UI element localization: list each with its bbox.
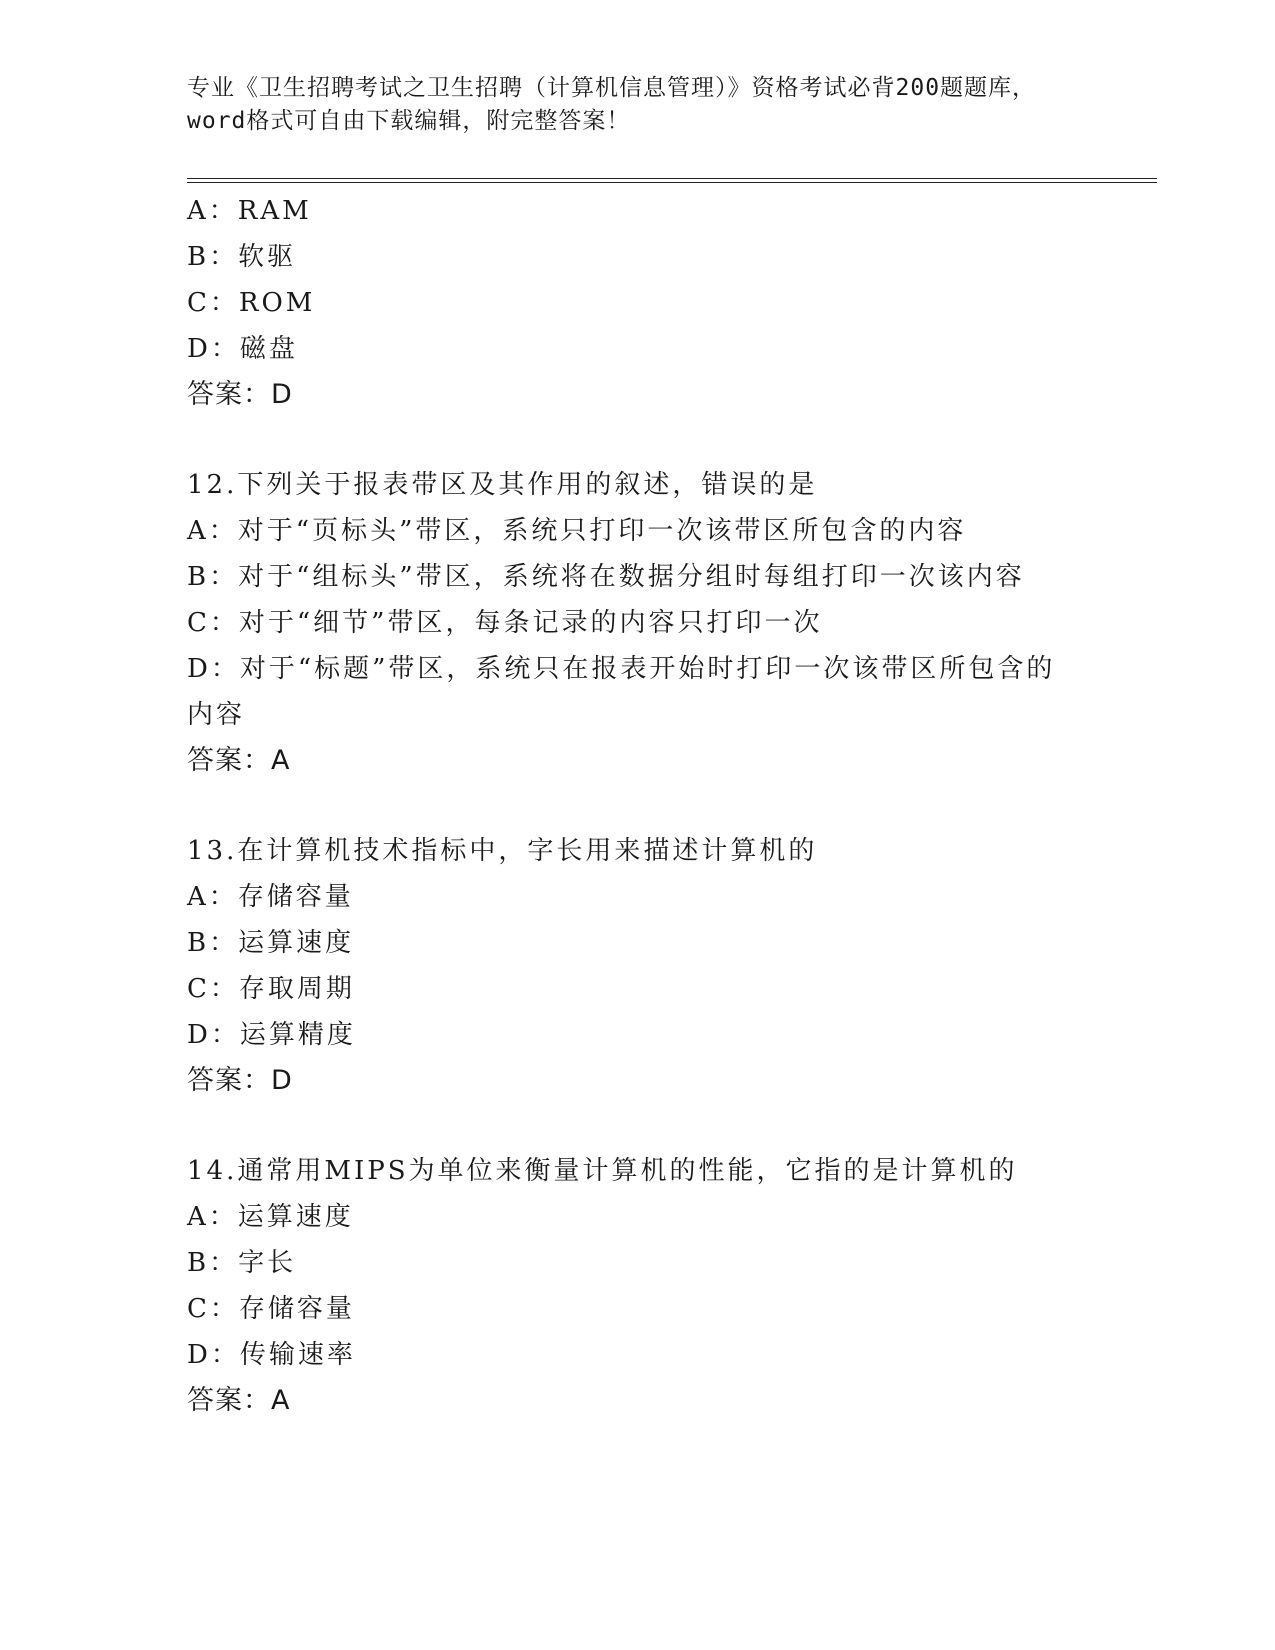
q12-option-a: A：对于“页标头”带区，系统只打印一次该带区所包含的内容 <box>187 516 967 546</box>
q11-option-a: A：RAM <box>187 196 312 226</box>
q14-option-c: C：存储容量 <box>187 1294 355 1324</box>
question-13-block <box>187 828 1087 1104</box>
q14-stem: 14.通常用MIPS为单位来衡量计算机的性能，它指的是计算机的 <box>187 1156 1018 1186</box>
q14-option-b: B：字长 <box>187 1248 297 1278</box>
q12-option-c: C：对于“细节”带区，每条记录的内容只打印一次 <box>187 608 823 638</box>
q13-option-c: C：存取周期 <box>187 974 355 1004</box>
q12-stem: 12.下列关于报表带区及其作用的叙述，错误的是 <box>187 470 818 500</box>
header-line-2: word格式可自由下载编辑，附完整答案！ <box>187 108 631 134</box>
q11-option-d: D：磁盘 <box>187 334 298 364</box>
q11-option-b: B：软驱 <box>187 242 297 272</box>
spacer <box>187 418 1087 462</box>
q13-answer: 答案：D <box>187 1065 293 1096</box>
q13-option-b: B：运算速度 <box>187 928 355 958</box>
header-divider <box>187 178 1157 183</box>
q13-option-a: A：存储容量 <box>187 882 354 912</box>
q12-option-d-line-2: 内容 <box>187 700 246 730</box>
q13-stem: 13.在计算机技术指标中，字长用来描述计算机的 <box>187 836 818 866</box>
header-line-1: 专业《卫生招聘考试之卫生招聘（计算机信息管理）》资格考试必背200题题库， <box>187 75 1037 101</box>
spacer <box>187 1104 1087 1148</box>
q13-option-d: D：运算精度 <box>187 1020 356 1050</box>
q12-answer: 答案：A <box>187 745 291 776</box>
spacer <box>187 784 1087 828</box>
question-12-block <box>187 462 1087 784</box>
q12-option-b: B：对于“组标头”带区，系统将在数据分组时每组打印一次该内容 <box>187 562 1025 592</box>
question-14-block <box>187 1148 1087 1424</box>
q14-answer: 答案：A <box>187 1385 291 1416</box>
q11-option-c: C：ROM <box>187 288 316 318</box>
document-header <box>187 72 1087 138</box>
question-11-block <box>187 188 1087 418</box>
q14-option-d: D：传输速率 <box>187 1340 356 1370</box>
q14-option-a: A：运算速度 <box>187 1202 354 1232</box>
q11-answer: 答案：D <box>187 379 293 410</box>
question-list <box>187 188 1087 1424</box>
q12-option-d-line-1: D：对于“标题”带区，系统只在报表开始时打印一次该带区所包含的 <box>187 654 1056 684</box>
